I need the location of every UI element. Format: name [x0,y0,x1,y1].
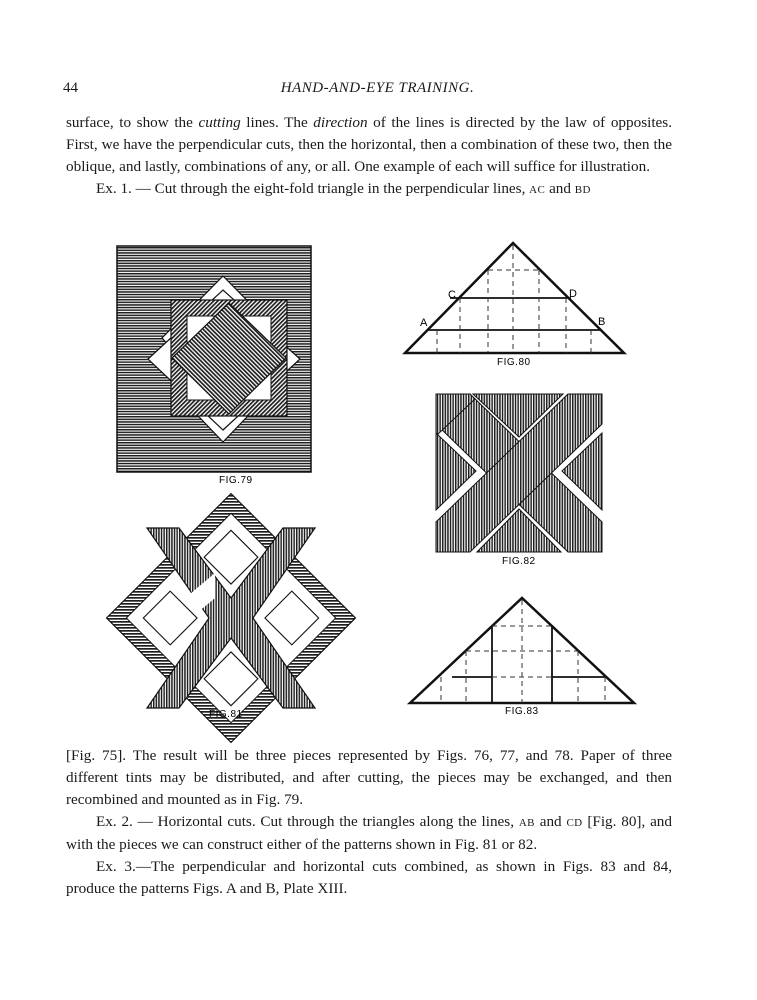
fig83-caption: FIG.83 [505,706,539,717]
emphasis-direction: direction [313,114,368,131]
figure-82 [436,394,602,567]
emphasis-cutting: cutting [198,114,241,131]
paragraph-result: [Fig. 75]. The result will be three pieces represented by Figs. 76, 77, and 78. Paper of three different tints may be distributed, and after cutting, the pieces may be exchanged, and then recombined and mounted as in Fig. 79. [66,747,672,808]
fig80-point-d: D [569,288,577,300]
running-title: HAND-AND-EYE TRAINING. [280,80,475,96]
fig80-point-b: B [598,316,606,328]
figure-79 [117,246,311,486]
page-number: 44 [63,80,78,96]
paragraph-example-3: Ex. 3.—The perpendicular and horizontal cuts combined, as shown in Figs. 83 and 84, produce the patterns Figs. A and B, Plate XIII. [66,858,672,897]
figure-81 [107,494,356,743]
paragraph-intro: surface, to show the cutting lines. The direction of the lines is directed by the law of opposites. First, we have the perpendicular cuts, then the horizontal, then a combination of these two, then the oblique, and lastly, combinations of any, or all. One example of each will suffice for illustration. [66,114,673,175]
figure-83 [410,598,634,717]
paragraph-example-2: Ex. 2. — Horizontal cuts. Cut through the triangles along the lines, AB and CD [Fig. 80], and with the pieces we can construct either of the patterns shown in Fig. 81 or 82. [66,813,672,853]
fig79-caption: FIG.79 [219,475,253,486]
fig82-caption: FIG.82 [502,556,536,567]
fig80-point-c: C [448,289,456,301]
fig81-caption: FIG.81 [209,709,243,720]
paragraph-example-1: Ex. 1. — Cut through the eight-fold triangle in the perpendicular lines, AC and BD [96,180,591,197]
fig80-caption: FIG.80 [497,357,531,368]
fig80-point-a: A [420,317,428,329]
bottom-text [66,745,672,900]
figure-80 [405,243,624,368]
